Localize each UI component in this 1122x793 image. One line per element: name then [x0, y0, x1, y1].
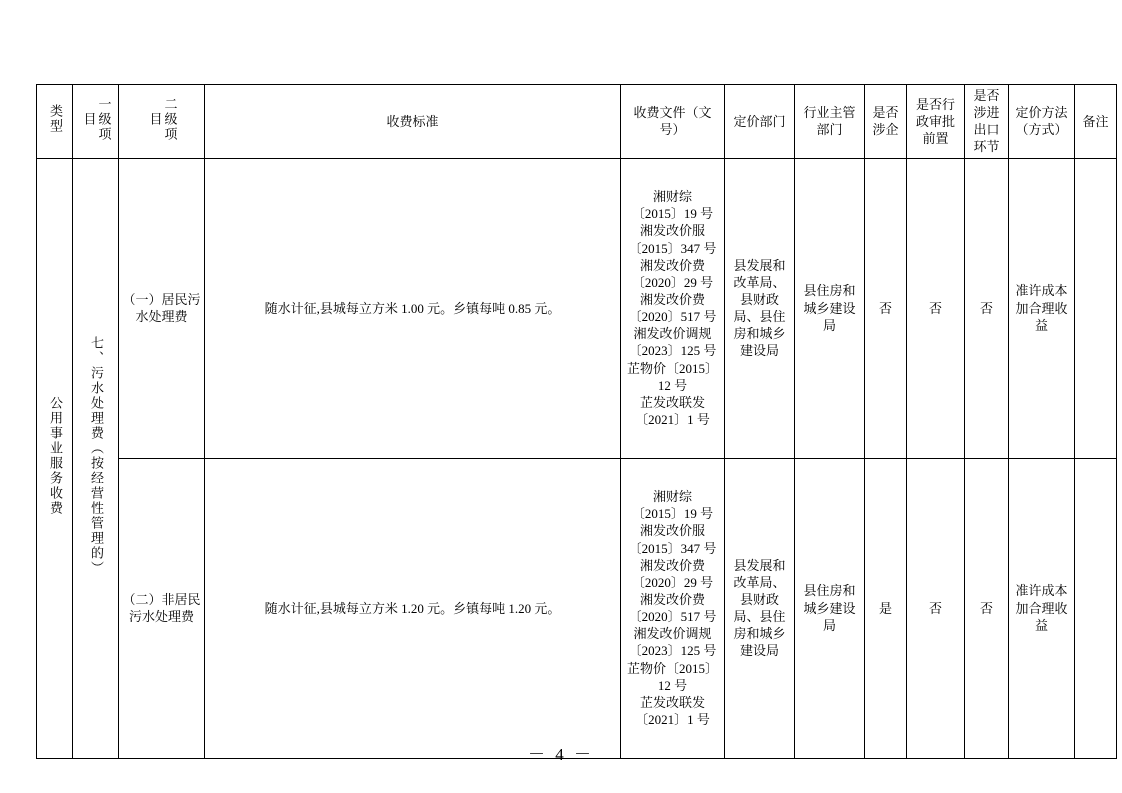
cell-document	[621, 458, 725, 758]
doc-line: 湘财综	[652, 489, 692, 505]
doc-line: 〔2015〕19 号	[631, 206, 714, 222]
header-is-enterprise-label: 是否涉企	[872, 105, 899, 138]
header-is-enterprise	[865, 85, 907, 159]
doc-line: 芷发改联发	[639, 694, 705, 710]
cell-level2: （二）非居民污水处理费	[119, 458, 205, 758]
table-body	[37, 158, 1117, 758]
header-industry-dept	[795, 85, 865, 159]
cell-remark	[1075, 158, 1117, 458]
doc-line: 〔2015〕347 号	[628, 540, 717, 556]
header-remark	[1075, 85, 1117, 159]
doc-line: 芷发改联发	[639, 394, 705, 410]
doc-line: 〔2015〕19 号	[631, 506, 714, 522]
cell-pricing-dept: 县发展和改革局、县财政局、县住房和城乡建设局	[725, 458, 795, 758]
cell-level1	[73, 158, 119, 758]
doc-line: 湘发改价调规	[633, 326, 712, 342]
doc-line: 湘发改价服	[639, 223, 705, 239]
cell-pricing-dept: 县发展和改革局、县财政局、县住房和城乡建设局	[725, 158, 795, 458]
doc-line: 湘发改价服	[639, 523, 705, 539]
page-number: － 4 －	[528, 745, 594, 764]
doc-line: 湘发改价费	[639, 591, 705, 607]
header-is-pre-admin-label: 是否行政审批前置	[915, 96, 955, 146]
level1-label: 七、污水处理费（按经营性管理的）	[88, 336, 104, 577]
header-pricing-method-label: 定价方法（方式）	[1015, 105, 1068, 138]
doc-line: 12 号	[657, 677, 688, 693]
cell-is-import-export: 否	[965, 158, 1009, 458]
doc-line: 湘财综	[652, 189, 692, 205]
cell-standard: 随水计征,县城每立方米 1.00 元。乡镇每吨 0.85 元。	[205, 158, 621, 458]
type-label: 公用事业服务收费	[47, 396, 63, 517]
doc-line: 湘发改价费	[639, 557, 705, 573]
header-level1-label: 一级项目	[81, 96, 112, 142]
doc-line: 〔2023〕125 号	[628, 643, 717, 659]
cell-is-enterprise: 否	[865, 158, 907, 458]
cell-industry-dept: 县住房和城乡建设局	[795, 158, 865, 458]
header-level2	[119, 85, 205, 159]
table-row	[37, 158, 1117, 458]
fee-schedule-table	[36, 84, 1117, 759]
header-pricing-dept	[725, 85, 795, 159]
doc-line: 〔2020〕29 号	[631, 274, 714, 290]
header-document	[621, 85, 725, 159]
header-industry-dept-label: 行业主管部门	[803, 105, 856, 138]
cell-is-pre-admin: 否	[907, 458, 965, 758]
header-level1	[73, 85, 119, 159]
cell-is-pre-admin: 否	[907, 158, 965, 458]
doc-line: 湘发改价费	[639, 257, 705, 273]
doc-line: 〔2021〕1 号	[635, 412, 710, 428]
table-row	[37, 458, 1117, 758]
header-is-import-export	[965, 85, 1009, 159]
cell-pricing-method: 准许成本加合理收益	[1009, 458, 1075, 758]
header-standard	[205, 85, 621, 159]
header-type-label: 类型	[47, 104, 63, 135]
table-header	[37, 85, 1117, 159]
header-document-label: 收费文件（文号）	[633, 105, 712, 138]
header-is-import-export-label: 是否涉进出口环节	[973, 88, 1000, 155]
doc-line: 芷物价〔2015〕	[626, 360, 718, 376]
doc-line: 〔2021〕1 号	[635, 712, 710, 728]
doc-line: 〔2020〕517 号	[628, 309, 717, 325]
cell-standard: 随水计征,县城每立方米 1.20 元。乡镇每吨 1.20 元。	[205, 458, 621, 758]
header-standard-label: 收费标准	[386, 113, 439, 129]
doc-line: 〔2023〕125 号	[628, 343, 717, 359]
header-type	[37, 85, 73, 159]
header-level2-label: 二级项目	[147, 96, 178, 142]
cell-document	[621, 158, 725, 458]
cell-industry-dept: 县住房和城乡建设局	[795, 458, 865, 758]
doc-line: 湘发改价费	[639, 291, 705, 307]
cell-type	[37, 158, 73, 758]
doc-line: 湘发改价调规	[633, 626, 712, 642]
doc-line: 〔2015〕347 号	[628, 240, 717, 256]
cell-is-enterprise: 是	[865, 458, 907, 758]
header-is-pre-admin	[907, 85, 965, 159]
header-pricing-dept-label: 定价部门	[733, 113, 786, 129]
cell-remark	[1075, 458, 1117, 758]
doc-line: 〔2020〕517 号	[628, 609, 717, 625]
cell-is-import-export: 否	[965, 458, 1009, 758]
doc-line: 12 号	[657, 377, 688, 393]
header-pricing-method	[1009, 85, 1075, 159]
cell-pricing-method: 准许成本加合理收益	[1009, 158, 1075, 458]
fee-table-container	[36, 84, 1109, 759]
header-row	[37, 85, 1117, 159]
header-remark-label: 备注	[1082, 113, 1109, 129]
doc-line: 〔2020〕29 号	[631, 574, 714, 590]
cell-level2: （一）居民污水处理费	[119, 158, 205, 458]
doc-line: 芷物价〔2015〕	[626, 660, 718, 676]
